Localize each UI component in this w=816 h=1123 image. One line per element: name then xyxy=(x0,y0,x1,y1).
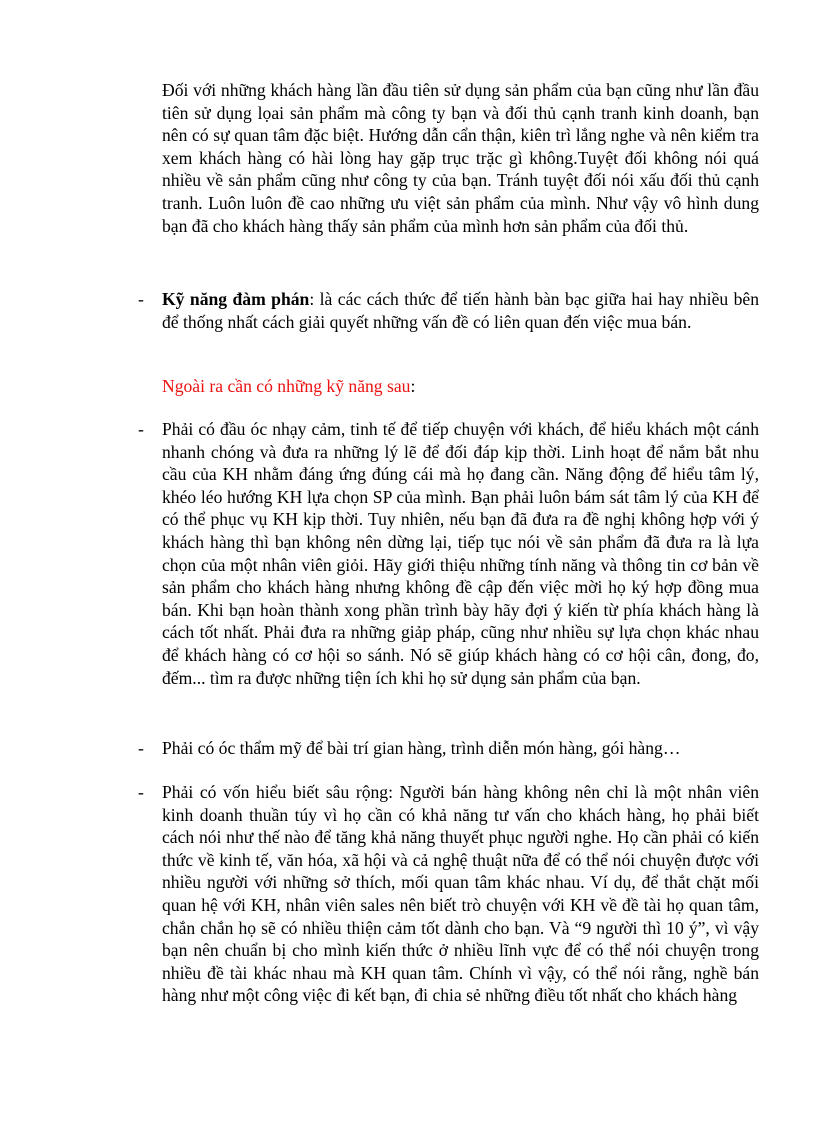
list-marker: - xyxy=(138,738,144,758)
list-item-perception: Phải có đầu óc nhạy cảm, tinh tế để tiếp chuyện với khách, để hiểu khách một cánh nhanh chóng và đưa ra những lý lẽ để đối đáp kịp thời. Linh hoạt để nắm bắt nhu cầu của KH nhằm đáng ứng đúng cái mà họ đang cần. Năng động để hiểu tâm lý, khéo léo hướng KH lựa chọn SP của mình. Bạn phải luôn bám sát tâm lý của KH để có thể phục vụ KH kịp thời. Tuy nhiên, nếu bạn đã đưa ra đề nghị không hợp với ý khách hàng thì bạn không nên dừng lại, tiếp tục nói về sản phẩm đã đưa ra là lựa chọn của một nhân viên giỏi. Hãy giới thiệu những tính năng và thông tin cơ bản về sản phẩm cho khách hàng nhưng không đề cập đến việc mời họ ký hợp đồng mua bán. Khi bạn hoàn thành xong phần trình bày hãy đợi ý kiến từ phía khách hàng là cách tốt nhất. Phải đưa ra những giảp pháp, cũng như nhiều sự lựa chọn khác nhau để khách hàng có cơ hội so sánh. Nó sẽ giúp khách hàng có cơ hội cân, đong, đo, đếm... tìm ra được những tiện ích khi họ sử dụng sản phẩm của bạn. xyxy=(162,419,759,688)
list-item-aesthetics: Phải có óc thẩm mỹ để bài trí gian hàng, trình diễn món hàng, gói hàng… xyxy=(162,738,681,758)
intro-paragraph: Đối với những khách hàng lần đầu tiên sử dụng sản phẩm của bạn cũng như lần đầu tiên sử dụng lọai sản phẩm mà công ty bạn và đối thủ cạnh tranh kinh doanh, bạn nên có sự quan tâm đặc biệt. Hướng dẫn cẩn thận, kiên trì lắng nghe và nên kiểm tra xem khách hàng có hài lòng hay gặp trục trặc gì không.Tuyệt đối không nói quá nhiều về sản phẩm cũng như công ty của bạn. Tránh tuyệt đối nói xấu đối thủ cạnh tranh. Luôn luôn đề cao những ưu việt sản phẩm của mình. Như vậy vô hình dung bạn đã cho khách hàng thấy sản phẩm của mình hơn sản phẩm của đối thủ. xyxy=(162,80,759,236)
list-marker: - xyxy=(138,782,144,802)
negotiation-item xyxy=(162,288,759,333)
subheading-text: Ngoài ra cần có những kỹ năng sau xyxy=(162,376,411,396)
skills-subheading xyxy=(162,375,759,398)
subheading-colon: : xyxy=(410,376,416,396)
negotiation-text: : là các cách thức để tiến hành bàn bạc giữa hai hay nhiều bên để thống nhất cách giải quyết những vấn đề có liên quan đến việc mua bán. xyxy=(162,289,760,332)
negotiation-term: Kỹ năng đàm phán xyxy=(162,289,310,309)
list-marker: - xyxy=(138,419,144,439)
list-item-knowledge: Phải có vốn hiểu biết sâu rộng: Người bán hàng không nên chỉ là một nhân viên kinh doanh thuần túy vì họ cần có khả năng tư vấn cho khách hàng, họ phải biết cách nói như thế nào để tăng khả năng thuyết phục người nghe. Họ cần phải có kiến thức về kinh tế, văn hóa, xã hội và cả nghệ thuật nữa để có thể nói chuyện được với nhiều người với những sở thích, mối quan tâm khác nhau. Ví dụ, để thắt chặt mối quan hệ với KH, nhân viên sales nên biết trò chuyện với KH về đề tài họ quan tâm, chắn chắn họ sẽ có nhiều thiện cảm tốt dành cho bạn. Và “9 người thì 10 ý”, vì vậy bạn nên chuẩn bị cho mình kiến thức ở nhiều lĩnh vực để có thể nói chuyện trong nhiều đề tài khác nhau mà KH quan tâm. Chính vì vậy, có thể nói rằng, nghề bán hàng như một công việc đi kết bạn, đi chia sẻ những điều tốt nhất cho khách hàng xyxy=(162,782,759,1006)
list-marker: - xyxy=(138,289,144,309)
